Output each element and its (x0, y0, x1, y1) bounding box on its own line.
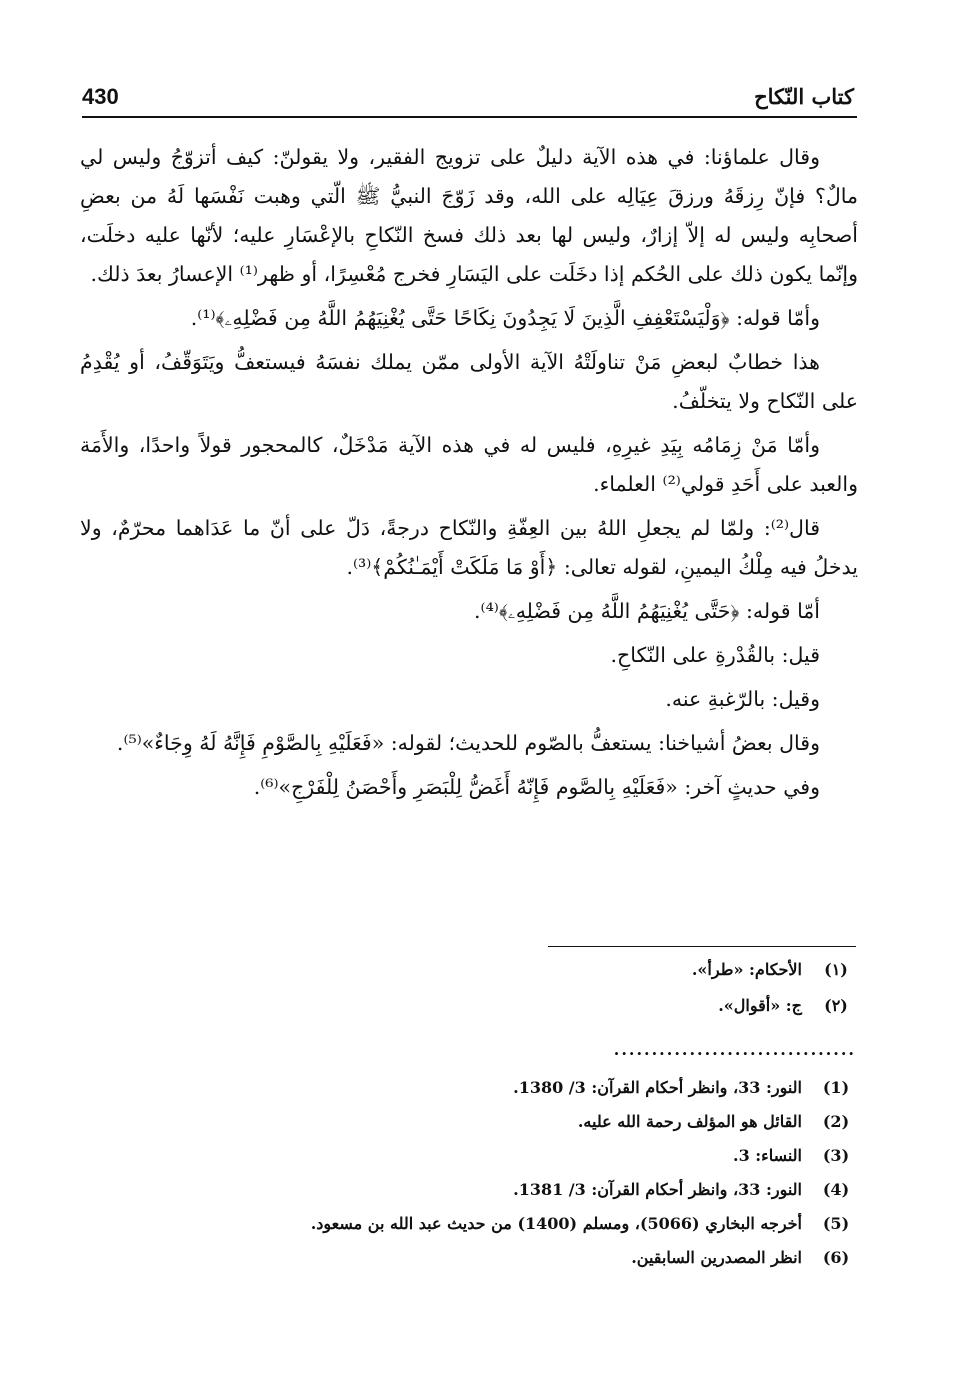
main-text (80, 138, 858, 812)
footnote-number: (2) (822, 1112, 850, 1131)
paragraph: وفي حديثٍ آخر: «فَعَلَيْهِ بِالصَّوم فَإِنّهُ أَغَضُّ لِلْبَصَرِ وأَحْصَنُ لِلْفَرْجِ»⁽⁶⁾. (253, 775, 820, 799)
editor-footnotes (80, 1078, 856, 1282)
footnote-text: ج: «أقوال». (718, 996, 802, 1015)
footnote-separator: ................................ (613, 1040, 856, 1059)
page-header (82, 80, 854, 120)
footnote-number: (١) (824, 960, 848, 979)
footnote (80, 960, 856, 996)
footnote-rule (548, 946, 856, 947)
paragraph: هذا خطابٌ لبعضِ مَنْ تناولَتْهُ الآية الأولى ممّن يملك نفسَهُ فيستعفُّ ويَتَوَقّفُ، أو يُقْدِمُ على النّكاح ولا يتخلّفُ. (80, 350, 858, 413)
paragraph: قال⁽²⁾: ولمّا لم يجعلِ اللهُ بين العِفّةِ والنّكاح درجةً، دَلّ على أنّ ما عَدَاهما محرّمٌ، ولا يدخلُ فيه مِلْكُ اليمينِ، لقوله تعالى: ﴿أَوْ مَا مَلَكَتْ أَيْمَـٰنُكُمْ﴾⁽³⁾. (80, 516, 858, 579)
paragraph: أمّا قوله: ﴿حَتَّى يُغْنِيَهُمُ اللَّهُ مِن فَضْلِهِۦ﴾⁽⁴⁾. (474, 599, 820, 623)
manuscript-footnotes (80, 960, 856, 1032)
footnote-text: انظر المصدرين السابقين. (631, 1248, 802, 1267)
footnote (80, 1078, 856, 1112)
footnote-text: الأحكام: «طرأ». (691, 960, 802, 979)
footnote-text: أخرجه البخاري (5066)، ومسلم (1400) من حديث عبد الله بن مسعود. (310, 1214, 802, 1233)
footnote (80, 1180, 856, 1214)
paragraph: وأمّا قوله: ﴿وَلْيَسْتَعْفِفِ الَّذِينَ لَا يَجِدُونَ نِكَاحًا حَتَّى يُغْنِيَهُمُ اللَّهُ مِن فَضْلِهِۦ﴾⁽¹⁾. (190, 306, 820, 330)
footnote (80, 1146, 856, 1180)
footnote-text: النساء: 3. (732, 1146, 802, 1165)
footnote (80, 996, 856, 1032)
footnote-text: القائل هو المؤلف رحمة الله عليه. (577, 1112, 802, 1131)
running-title: كتاب النّكاح (754, 84, 854, 109)
footnote-number: (٢) (824, 996, 848, 1015)
paragraph: وأمّا مَنْ زِمَامُه بِيَدِ غيرِهِ، فليس له في هذه الآية مَدْخَلٌ، كالمحجور قولاً واحدًا، والأَمَة والعبد على أَحَدِ قولي⁽²⁾ العلماء. (80, 433, 858, 496)
footnote (80, 1248, 856, 1282)
header-rule (82, 116, 857, 118)
footnote-number: (6) (822, 1248, 850, 1267)
footnote-text: النور: 33، وانظر أحكام القرآن: 3/ 1381. (513, 1180, 802, 1199)
footnote-number: (3) (822, 1146, 850, 1165)
footnote-number: (4) (822, 1180, 850, 1199)
footnote (80, 1112, 856, 1146)
paragraph: وقال علماؤنا: في هذه الآية دليلٌ على تزويج الفقير، ولا يقولنّ: كيف أتزوّجُ وليس لي مالٌ؟ فإنّ رِزقَهُ ورزقَ عِيَالِه على الله، وقد زَوّجَ النبيُّ ﷺ الّتي وهبت نَفْسَها لَهُ من بعضِ أصحابِه وليس له إلاّ إزارٌ، وليس لها بعد ذلك فسخ النّكاحِ بالإعْسَارِ عليه؛ لأنّها عليه دخلَت، وإنّما يكون ذلك على الحُكم إذا دخَلَت على اليَسَارِ فخرج مُعْسِرًا، أو ظهر⁽¹⁾ الإعسارُ بعدَ ذلك. (80, 145, 858, 286)
footnote-text: النور: 33، وانظر أحكام القرآن: 3/ 1380. (513, 1078, 802, 1097)
footnote-number: (1) (822, 1078, 850, 1097)
paragraph: وقال بعضُ أشياخنا: يستعفُّ بالصّوم للحديث؛ لقوله: «فَعَلَيْهِ بِالصَّوْمِ فَإِنَّهُ لَهُ وِجَاءٌ»⁽⁵⁾. (116, 731, 820, 755)
footnote (80, 1214, 856, 1248)
paragraph: قيل: بالقُدْرةِ على النّكاحِ. (610, 643, 820, 667)
page-number: 430 (82, 84, 119, 109)
footnote-number: (5) (822, 1214, 850, 1233)
paragraph: وقيل: بالرّغبةِ عنه. (665, 687, 820, 711)
